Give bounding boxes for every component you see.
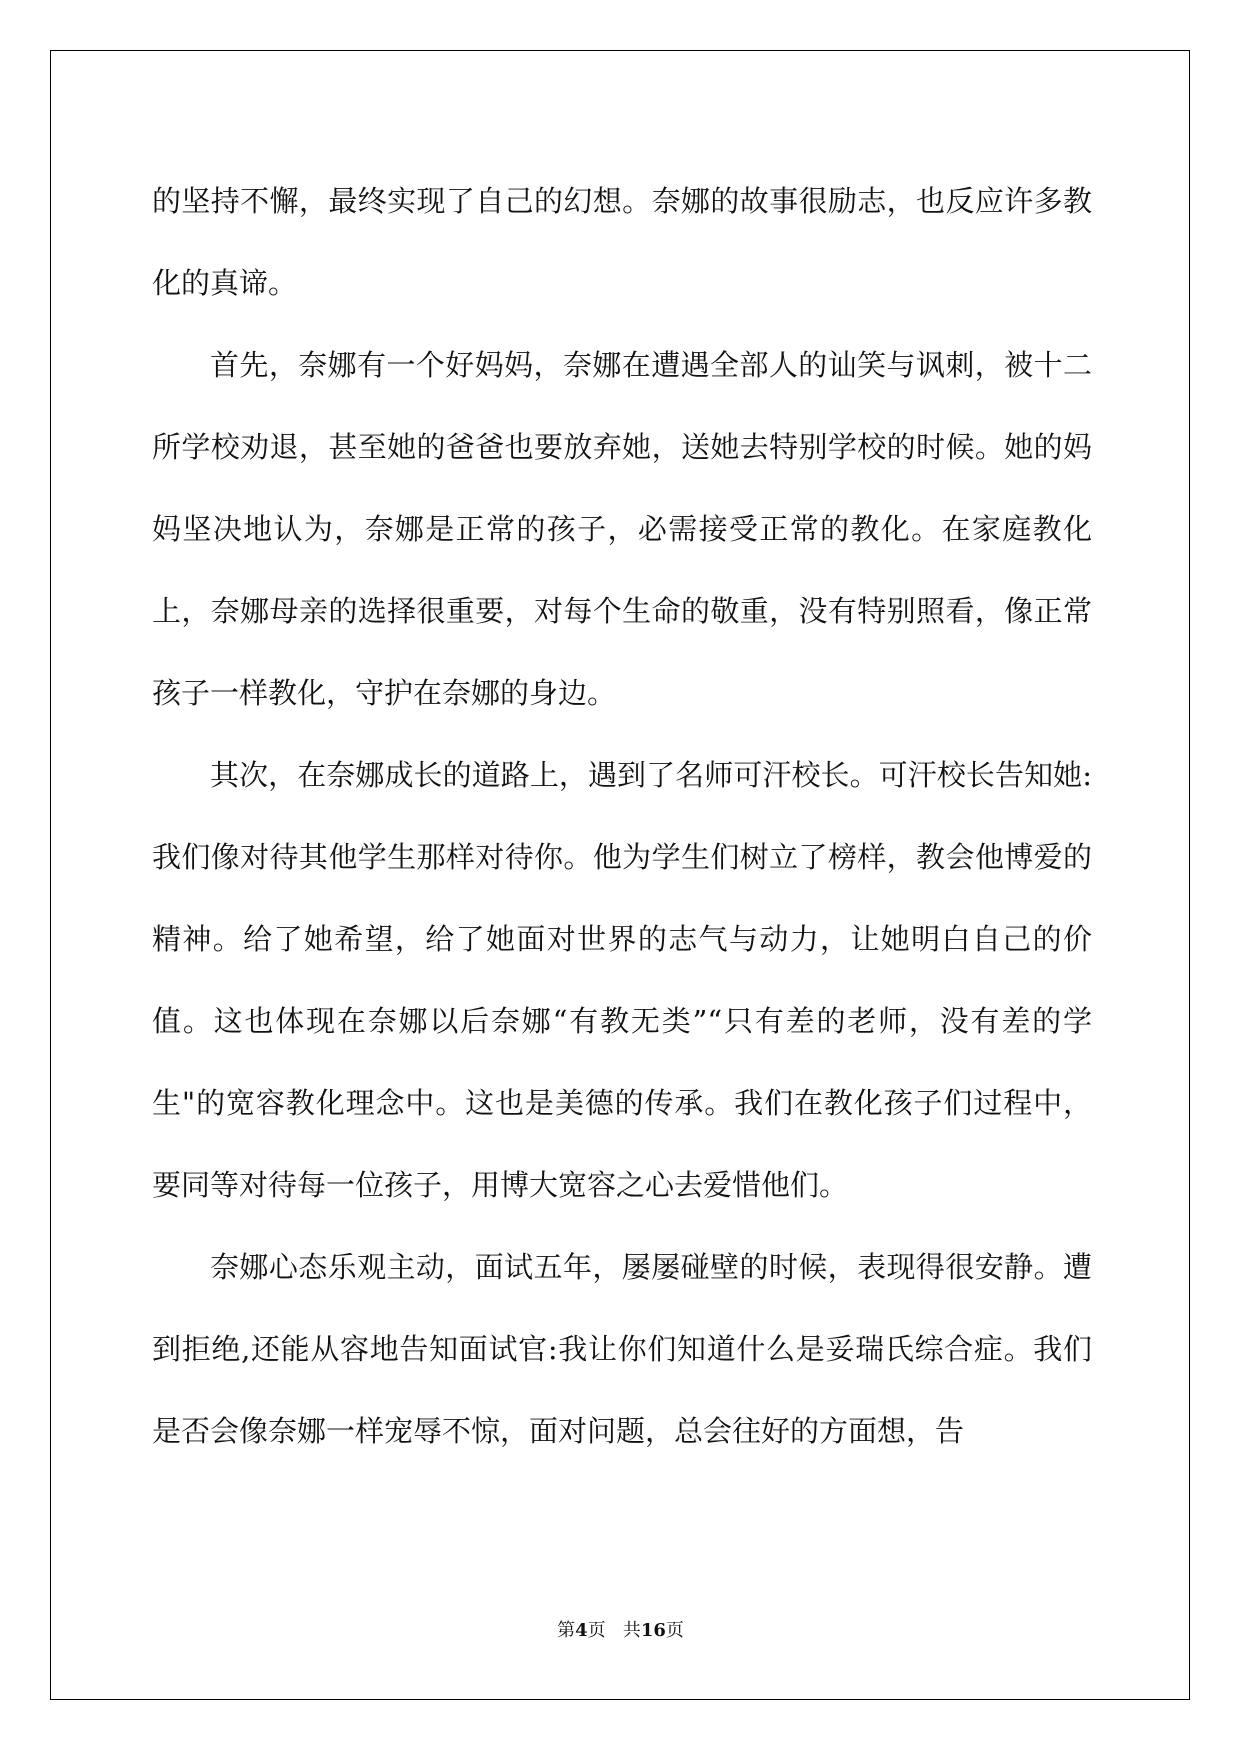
footer-total-suffix: 页: [665, 1620, 684, 1641]
page-footer: [0, 1616, 1241, 1642]
footer-prefix: 第: [557, 1620, 576, 1641]
paragraph-2: 首先，奈娜有一个好妈妈，奈娜在遭遇全部人的讪笑与讽刺，被十二所学校劝退，甚至她的爸爸也要放弃她，送她去特别学校的时候。她的妈妈坚决地认为，奈娜是正常的孩子，必需接受正常的教化。在家庭教化上，奈娜母亲的选择很重要，对每个生命的敬重，没有特别照看，像正常孩子一样教化，守护在奈娜的身边。: [152, 348, 1092, 710]
total-pages-number: 16: [640, 1620, 666, 1641]
footer-total-prefix: 共: [622, 1620, 641, 1641]
current-page-number: 4: [575, 1620, 588, 1641]
paragraph-3: 其次，在奈娜成长的道路上，遇到了名师可汗校长。可汗校长告知她:我们像对待其他学生那样对待你。他为学生们树立了榜样，教会他博爱的精神。给了她希望，给了她面对世界的志气与动力，让她明白自己的价值。这也体现在奈娜以后奈娜“有教无类”“只有差的老师，没有差的学生"的宽容教化理念中。这也是美德的传承。我们在教化孩子们过程中，要同等对待每一位孩子，用博大宽容之心去爱惜他们。: [152, 758, 1092, 1202]
paragraph-1: 的坚持不懈，最终实现了自己的幻想。奈娜的故事很励志，也反应许多教化的真谛。: [152, 184, 1092, 300]
paragraph-4: 奈娜心态乐观主动，面试五年，屡屡碰壁的时候，表现得很安静。遭到拒绝,还能从容地告知面试官:我让你们知道什么是妥瑞氏综合症。我们是否会像奈娜一样宠辱不惊，面对问题，总会往好的方面想，告: [152, 1250, 1092, 1448]
footer-page-suffix: 页: [587, 1620, 606, 1641]
document-body: [152, 160, 1092, 1472]
